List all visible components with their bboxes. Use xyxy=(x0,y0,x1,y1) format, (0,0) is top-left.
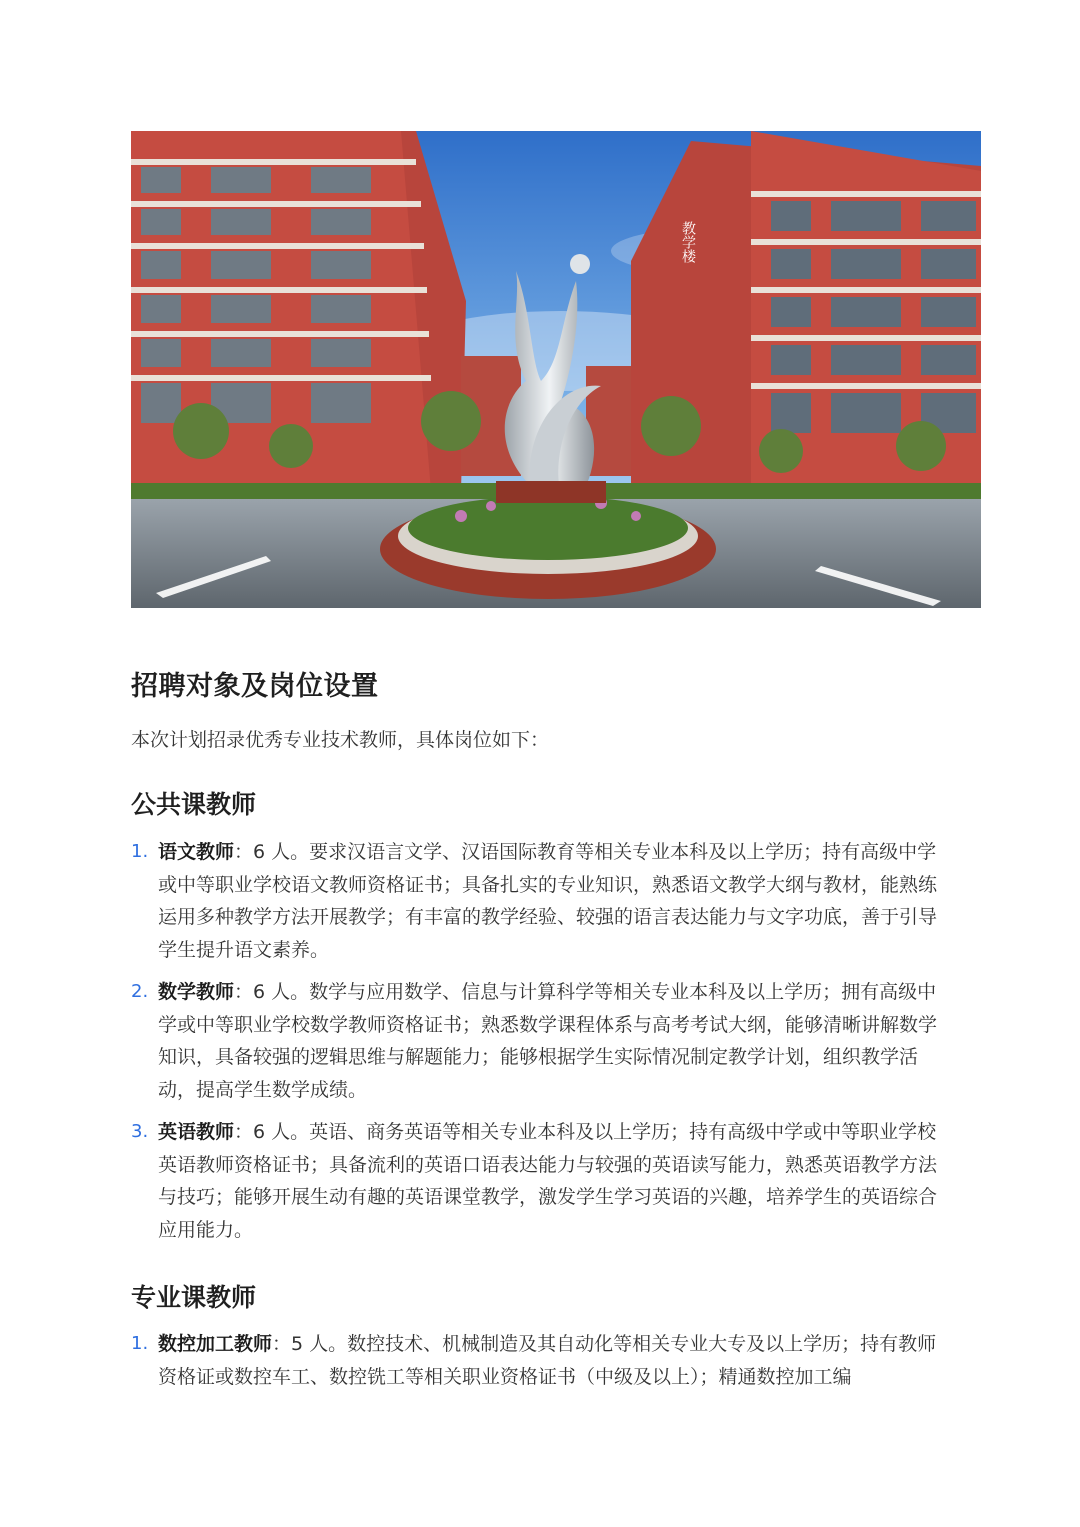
position-description: ：6 人。英语、商务英语等相关专业本科及以上学历；持有高级中学或中等职业学校英语教师资格证书；具备流利的英语口语表达能力与较强的英语读写能力，熟悉英语教学方法与技巧；能够开展生动有趣的英语课堂教学，激发学生学习英语的兴趣，培养学生的英语综合应用能力。 xyxy=(158,1121,938,1241)
position-name: 语文教师 xyxy=(158,841,235,863)
list-number: 2. xyxy=(131,981,149,1002)
list-item xyxy=(131,1328,939,1393)
public-courses-list xyxy=(131,836,939,1256)
list-number: 1. xyxy=(131,841,149,862)
position-name: 数学教师 xyxy=(158,981,235,1003)
campus-photo xyxy=(131,131,981,608)
list-item xyxy=(131,1116,939,1246)
position-name: 英语教师 xyxy=(158,1121,235,1143)
position-description: ：6 人。数学与应用数学、信息与计算科学等相关专业本科及以上学历；拥有高级中学或中等职业学校数学教师资格证书；熟悉数学课程体系与高考考试大纲，能够清晰讲解数学知识，具备较强的逻辑思维与解题能力；能够根据学生实际情况制定教学计划，组织教学活动，提高学生数学成绩。 xyxy=(158,981,938,1101)
section-title: 招聘对象及岗位设置 xyxy=(131,671,379,702)
position-description: ：6 人。要求汉语言文学、汉语国际教育等相关专业本科及以上学历；持有高级中学或中等职业学校语文教师资格证书；具备扎实的专业知识，熟悉语文教学大纲与教材，能熟练运用多种教学方法开展教学；有丰富的教学经验、较强的语言表达能力与文字功底，善于引导学生提升语文素养。 xyxy=(158,841,938,961)
list-number: 3. xyxy=(131,1121,149,1142)
professional-courses-list xyxy=(131,1328,939,1403)
building-sign: 教学楼 xyxy=(680,221,696,263)
section-intro: 本次计划招录优秀专业技术教师，具体岗位如下： xyxy=(131,729,550,751)
professional-courses-title: 专业课教师 xyxy=(131,1283,257,1312)
position-description: ：5 人。数控技术、机械制造及其自动化等相关专业大专及以上学历；持有教师资格证或数控车工、数控铣工等相关职业资格证书（中级及以上）；精通数控加工编 xyxy=(158,1333,937,1388)
position-name: 数控加工教师 xyxy=(158,1333,273,1355)
list-item xyxy=(131,836,939,966)
list-item xyxy=(131,976,939,1106)
public-courses-title: 公共课教师 xyxy=(131,790,257,819)
list-number: 1. xyxy=(131,1333,149,1354)
